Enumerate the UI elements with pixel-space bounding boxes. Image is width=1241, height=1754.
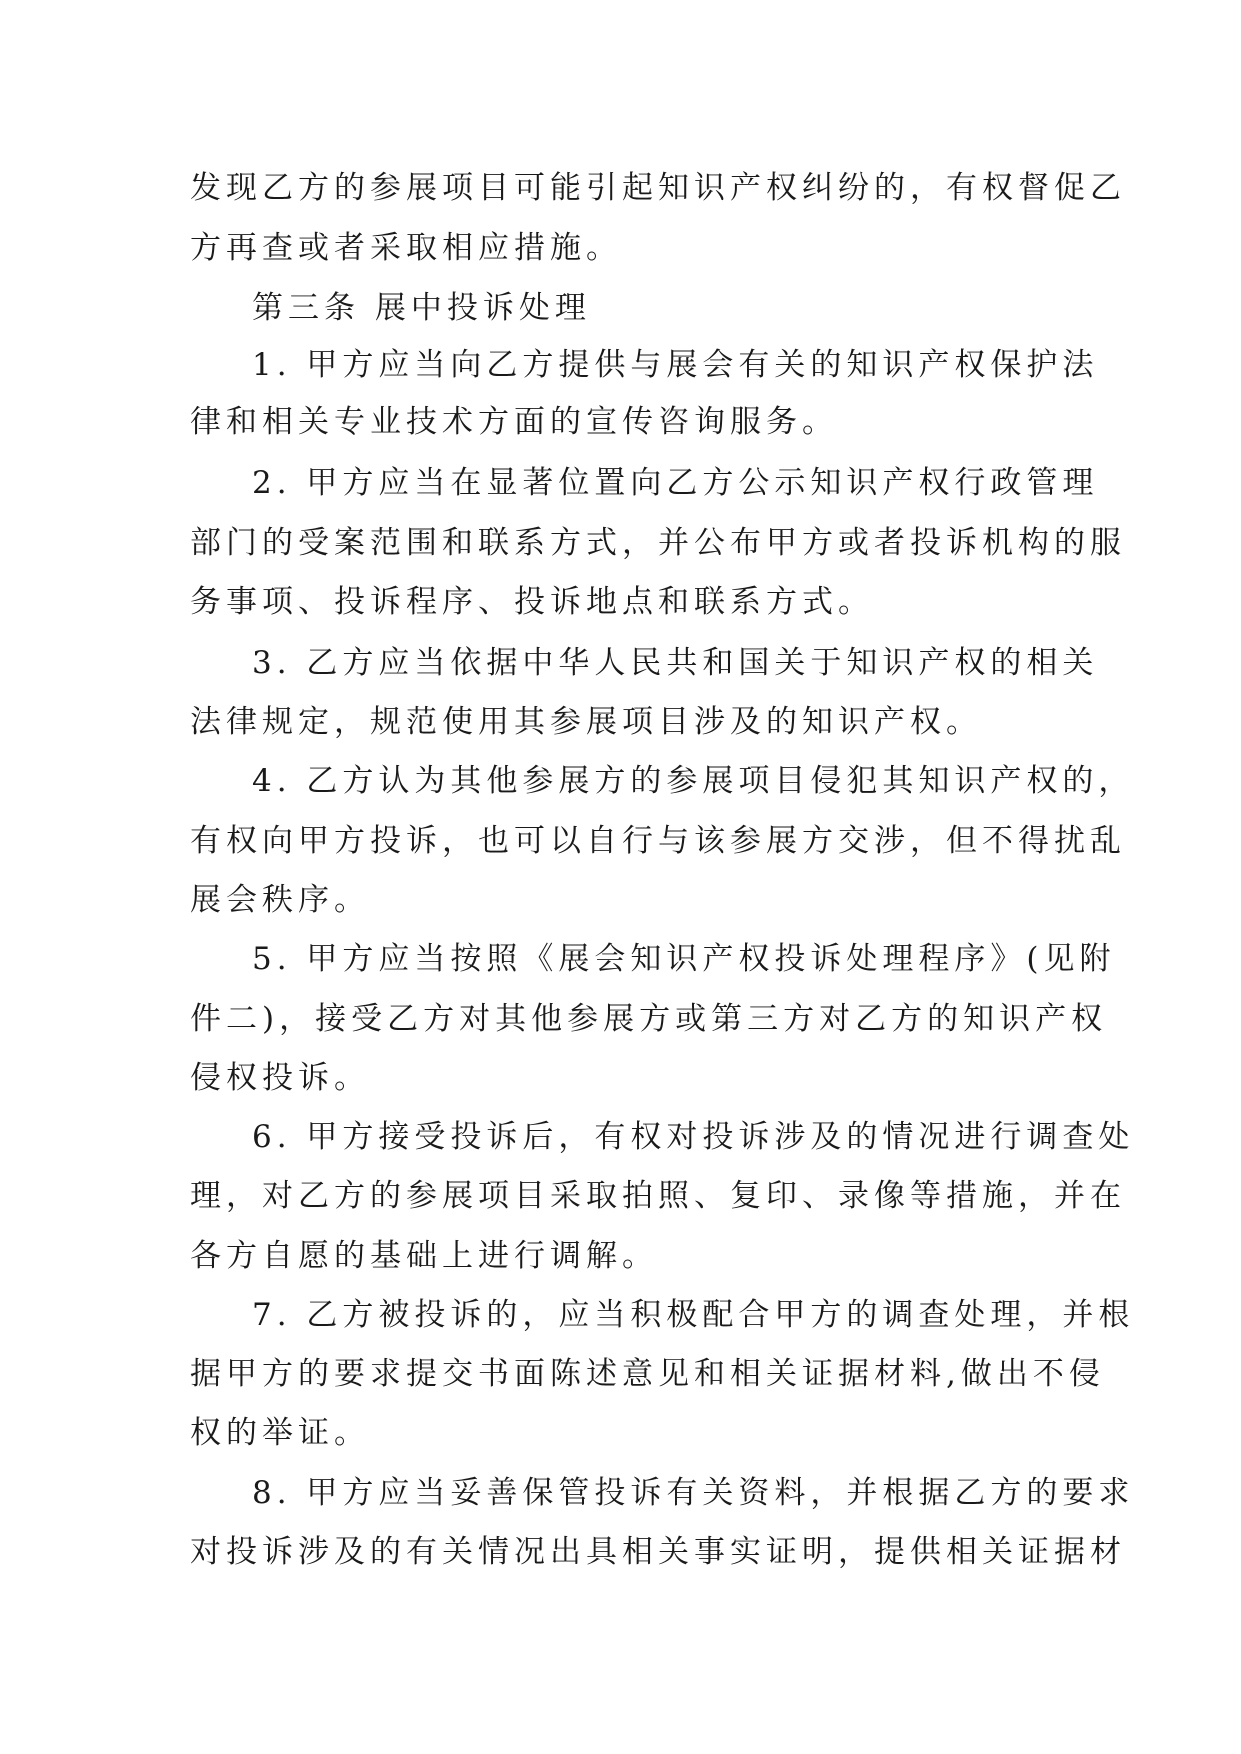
text-line: 对投诉涉及的有关情况出具相关事实证明，提供相关证据材	[190, 1534, 1126, 1570]
text-line: 发现乙方的参展项目可能引起知识产权纠纷的，有权督促乙	[190, 170, 1126, 206]
text-line: 4. 乙方认为其他参展方的参展项目侵犯其知识产权的，	[252, 763, 1135, 799]
text-line: 2. 甲方应当在显著位置向乙方公示知识产权行政管理	[252, 465, 1099, 501]
text-line: 3. 乙方应当依据中华人民共和国关于知识产权的相关	[252, 645, 1099, 681]
text-line: 各方自愿的基础上进行调解。	[190, 1238, 658, 1274]
text-line: 据甲方的要求提交书面陈述意见和相关证据材料,做出不侵	[190, 1356, 1105, 1392]
text-line: 律和相关专业技术方面的宣传咨询服务。	[190, 404, 838, 440]
text-line: 件二)，接受乙方对其他参展方或第三方对乙方的知识产权	[190, 1001, 1108, 1037]
text-line: 权的举证。	[190, 1415, 370, 1451]
text-line: 6. 甲方接受投诉后，有权对投诉涉及的情况进行调查处	[252, 1119, 1135, 1155]
text-line: 7. 乙方被投诉的，应当积极配合甲方的调查处理，并根	[252, 1297, 1135, 1333]
text-line: 5. 甲方应当按照《展会知识产权投诉处理程序》(见附	[252, 941, 1116, 977]
text-line: 部门的受案范围和联系方式，并公布甲方或者投诉机构的服	[190, 525, 1126, 561]
text-line: 方再查或者采取相应措施。	[190, 230, 622, 266]
text-line: 侵权投诉。	[190, 1060, 370, 1096]
text-line: 1. 甲方应当向乙方提供与展会有关的知识产权保护法	[252, 347, 1099, 383]
text-line: 法律规定，规范使用其参展项目涉及的知识产权。	[190, 704, 982, 740]
text-line: 8. 甲方应当妥善保管投诉有关资料，并根据乙方的要求	[252, 1475, 1135, 1511]
text-line: 务事项、投诉程序、投诉地点和联系方式。	[190, 584, 874, 620]
text-line: 展会秩序。	[190, 882, 370, 918]
article-heading: 第三条 展中投诉处理	[252, 290, 591, 326]
text-line: 有权向甲方投诉，也可以自行与该参展方交涉，但不得扰乱	[190, 823, 1126, 859]
text-line: 理，对乙方的参展项目采取拍照、复印、录像等措施，并在	[190, 1178, 1126, 1214]
